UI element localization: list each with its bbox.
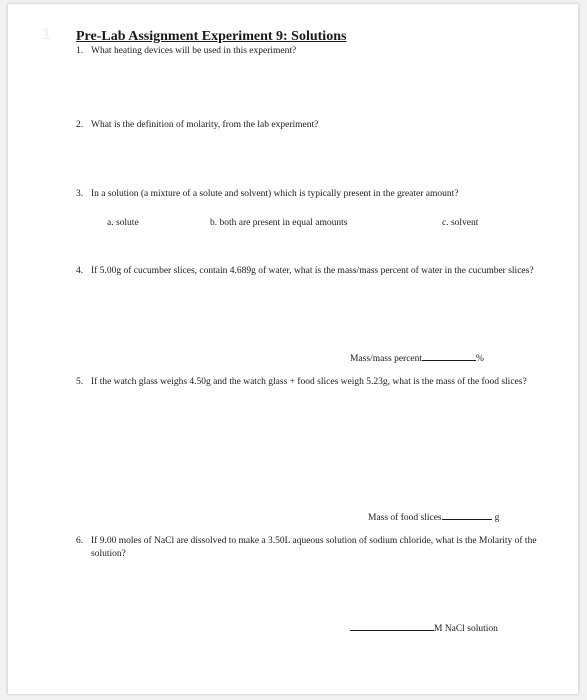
question-text: What heating devices will be used in this experiment? [91, 46, 297, 56]
question-number: 6. [76, 536, 84, 546]
q3-option-c: c. solvent [442, 218, 479, 228]
question-5 [76, 376, 546, 389]
q6-answer-line [350, 621, 498, 634]
q5-answer-blank[interactable] [442, 510, 492, 520]
question-number: 1. [76, 46, 84, 56]
q6-answer-blank[interactable] [350, 621, 434, 631]
faded-watermark: 1 [42, 26, 52, 43]
q4-answer-blank[interactable] [422, 351, 476, 361]
question-text: If the watch glass weighs 4.50g and the watch glass + food slices weigh 5.23g, what is the mass of the food slices? [91, 377, 527, 387]
question-3 [76, 188, 546, 201]
q6-answer-unit: M NaCl solution [434, 624, 498, 634]
page-title: Pre-Lab Assignment Experiment 9: Solutions [76, 29, 347, 44]
question-text: What is the definition of molarity, from the lab experiment? [91, 120, 319, 130]
question-text: If 9.00 moles of NaCl are dissolved to make a 3.50L aqueous solution of sodium chloride, what is the Molarity of the solution? [91, 536, 537, 559]
q3-option-a: a. solute [107, 218, 139, 228]
q4-answer-unit: % [476, 354, 484, 364]
question-text: If 5.00g of cucumber slices, contain 4.689g of water, what is the mass/mass percent of water in the cucumber slices? [91, 266, 534, 276]
question-6 [76, 535, 546, 561]
worksheet-page [8, 4, 578, 694]
question-number: 5. [76, 377, 84, 387]
q5-answer-label: Mass of food slices [368, 513, 442, 523]
question-1 [76, 45, 546, 58]
q4-answer-line [350, 351, 484, 364]
q5-answer-line [368, 510, 499, 523]
question-text: In a solution (a mixture of a solute and solvent) which is typically present in the greater amount? [91, 189, 459, 199]
question-number: 2. [76, 120, 84, 130]
q4-answer-label: Mass/mass percent [350, 354, 423, 364]
q3-option-b: b. both are present in equal amounts [210, 218, 348, 228]
question-number: 4. [76, 266, 84, 276]
question-4 [76, 265, 546, 278]
question-number: 3. [76, 189, 84, 199]
q5-answer-unit: g [494, 513, 500, 523]
question-2 [76, 119, 546, 132]
